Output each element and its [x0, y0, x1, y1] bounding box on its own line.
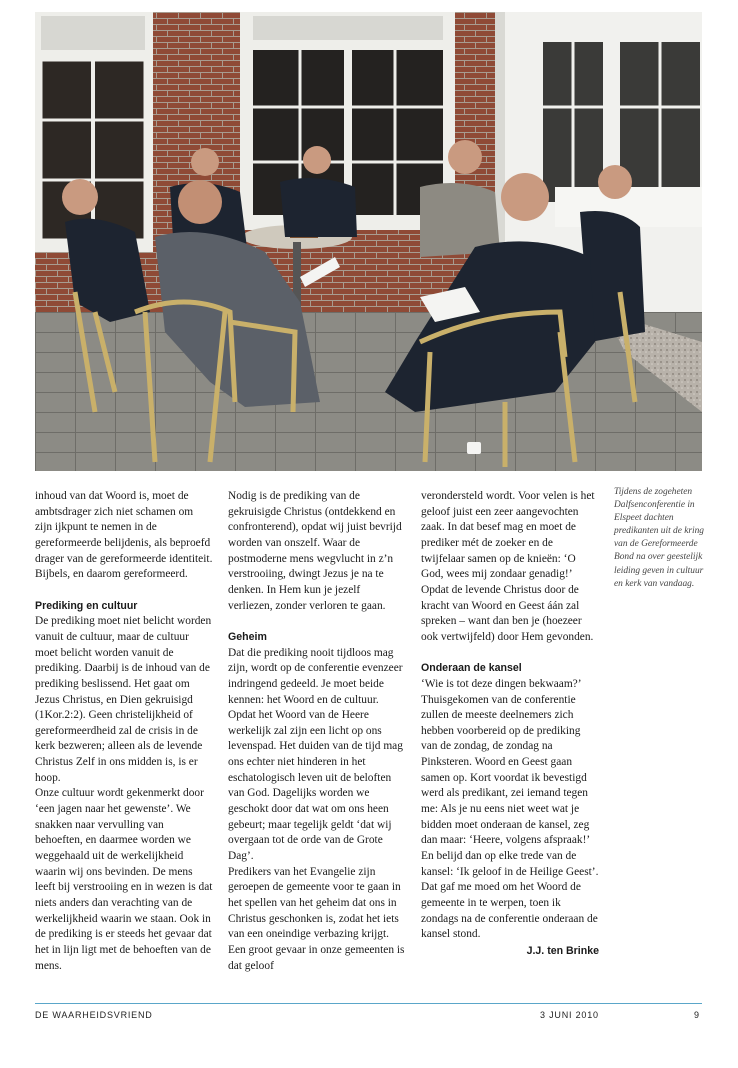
section-heading: Onderaan de kansel [421, 662, 522, 675]
paragraph: Nodig is de prediking van de gekruisigde Christus (ontdekkend en confronterend), opdat wij juist bevrijd worden van onszelf. Waar de postmoderne mens wegvlucht in z’n verstrooiing, dwingt Jezus je na te denken. In Hem kun je jezelf verliezen, zonder verloren te gaan. [228, 490, 402, 612]
photo-illustration [35, 12, 702, 471]
issue-date: 3 JUNI 2010 [540, 1010, 599, 1020]
author-name: J.J. ten Brinke [526, 945, 599, 958]
paragraph: verondersteld wordt. Voor velen is het geloof juist een zeer aangevochten zaak. In dat besef mag en moet de prediker mét de zoeker en de twijfelaar samen op de knieën: ‘O God, wees mij zondaar genadig!’ Opdat de levende Christus door de kracht van Woord en Geest áán zal spreken – want dan ben je (hoezeer ook vertwijfeld) door Hem gevonden. [421, 490, 595, 643]
paragraph: inhoud van dat Woord is, moet de ambtsdrager zich niet schamen om zijn ijkpunt te nemen in de gereformeerde belijdenis, als beproefd drager van de gereformeerde identiteit. Bijbels, en daarom gereformeerd. [35, 490, 213, 581]
paragraph: Dat die prediking nooit tijdloos mag zijn, wordt op de conferentie evenzeer indringend gedeeld. Je moet beide kennen: het Woord en de cultuur. Opdat het Woord van de Heere werkelijk zal zijn een licht op ons levenspad. Het duiden van de tijd mag ons echter niet hinderen in het eschatologisch leven uit de beloften van God. Dagelijks worden we geschokt door dat wat om ons heen gebeurt; maar tegelijk geldt ‘dat wij overgaan tot de orde van de Grote Dag’. [228, 646, 403, 863]
section-heading: Prediking en cultuur [35, 599, 138, 612]
photo-caption: Tijdens de zogeheten Dalfsenconferentie in Elspeet dachten predikanten uit de kring van de Gereformeerde Bond na over geestelijk leiding geven in cultuur en kerk van vandaag. [614, 487, 704, 589]
section-heading: Geheim [228, 630, 267, 643]
paragraph: De prediking moet niet belicht worden vanuit de cultuur, maar de cultuur moet belicht worden vanuit de prediking. Daarbij is de inhoud van de prediking beslissend. Het gaat om Jezus Christus, en Dien gekruisigd (1Kor.2:2). Geen christelijkheid of gereformeerdheid zal de crisis in de kerk bezweren; alleen als de levende Christus Zelf in ons midden is, is er hoop. [35, 615, 212, 784]
paragraph: Predikers van het Evangelie zijn geroepen de gemeente voor te gaan in het spellen van het geheim dat ons in Christus geschonken is, zodat het iets van een oneindige verbazing krijgt. Een groot gevaar in onze gemeenten is dat geloof [228, 865, 405, 972]
paragraph: Onze cultuur wordt gekenmerkt door ‘een jagen naar het gewenste’. We snakken naar vervulling van behoeften, en daarmee worden we weggehaald uit de werkelijkheid waarin wij ons bevinden. De mens leeft bij verstrooiing en in wezen is dat niets anders dan verachting van de werkelijkheid waarin we staan. Ook in de prediking is er steeds het gevaar dat het in lijn ligt met de behoeften van de mens. [35, 787, 213, 972]
page-number: 9 [694, 1010, 700, 1020]
article-column-2 [228, 489, 406, 974]
article-column-3 [421, 489, 599, 960]
footer-rule [35, 1003, 702, 1004]
article-photo [35, 12, 702, 471]
publication-name: DE WAARHEIDSVRIEND [35, 1010, 153, 1020]
paragraph: ‘Wie is tot deze dingen bekwaam?’ Thuisgekomen van de conferentie zullen de meeste deelnemers zich hebben voorbereid op de prediking van de zondag, de zondag na Pinksteren. Woord en Geest gaan samen op. Kort voordat ik bevestigd werd als predikant, zei iemand tegen me: Als je nu eens niet weet wat je bidden moet onderaan de kansel, zeg dan maar: ‘Heere, volgens afspraak!’ En belijd dan op elke trede van de kansel: ‘Ik geloof in de Heilige Geest’. Dat gaf me moed om het Woord de gemeente in te werpen, toen ik zondags na de conferentie onderaan de kansel stond. [421, 677, 599, 941]
article-column-1 [35, 489, 213, 974]
